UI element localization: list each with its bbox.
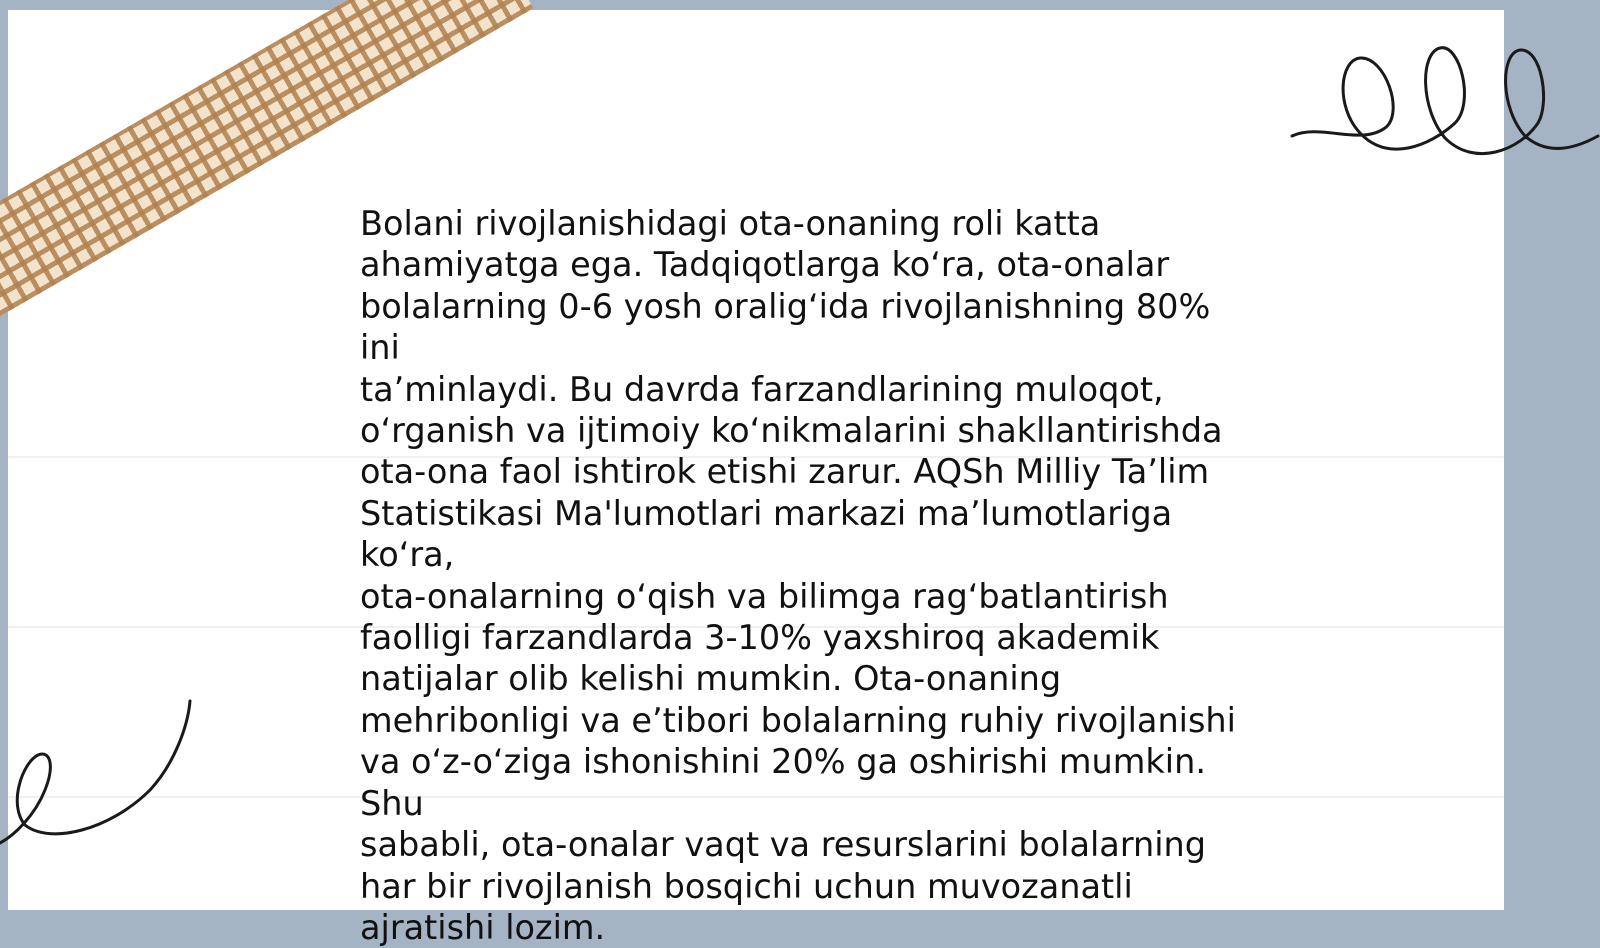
top-right-loop-doodle-icon	[1280, 28, 1600, 168]
bottom-left-loop-doodle-icon	[0, 695, 200, 855]
body-paragraph: Bolani rivojlanishidagi ota-onaning roli katta ahamiyatga ega. Tadqiqotlarga koʻra, ota-onalar bolalarning 0-6 yosh oraligʻida rivojlanishning 80% ini taʼminlaydi. Bu davrda farzandlarining muloqot, oʻrganish va ijtimoiy koʻnikmalarini shakllantirishda ota-ona faol ishtirok etishi zarur. AQSh Milliy Taʼlim Statistikasi Ma'lumotlari markazi maʼlumotlariga koʻra, ota-onalarning oʻqish va bilimga ragʻbatlantirish faolligi farzandlarda 3-10% yaxshiroq akademik natijalar olib kelishi mumkin. Ota-onaning mehribonligi va eʼtibori bolalarning ruhiy rivojlanishi va oʻz-oʻziga ishonishini 20% ga oshirishi mumkin. Shu sababli, ota-onalar vaqt va resurslarini bolalarning har bir rivojlanish bosqichi uchun muvozanatli ajratishi lozim.	[360, 204, 1236, 947]
